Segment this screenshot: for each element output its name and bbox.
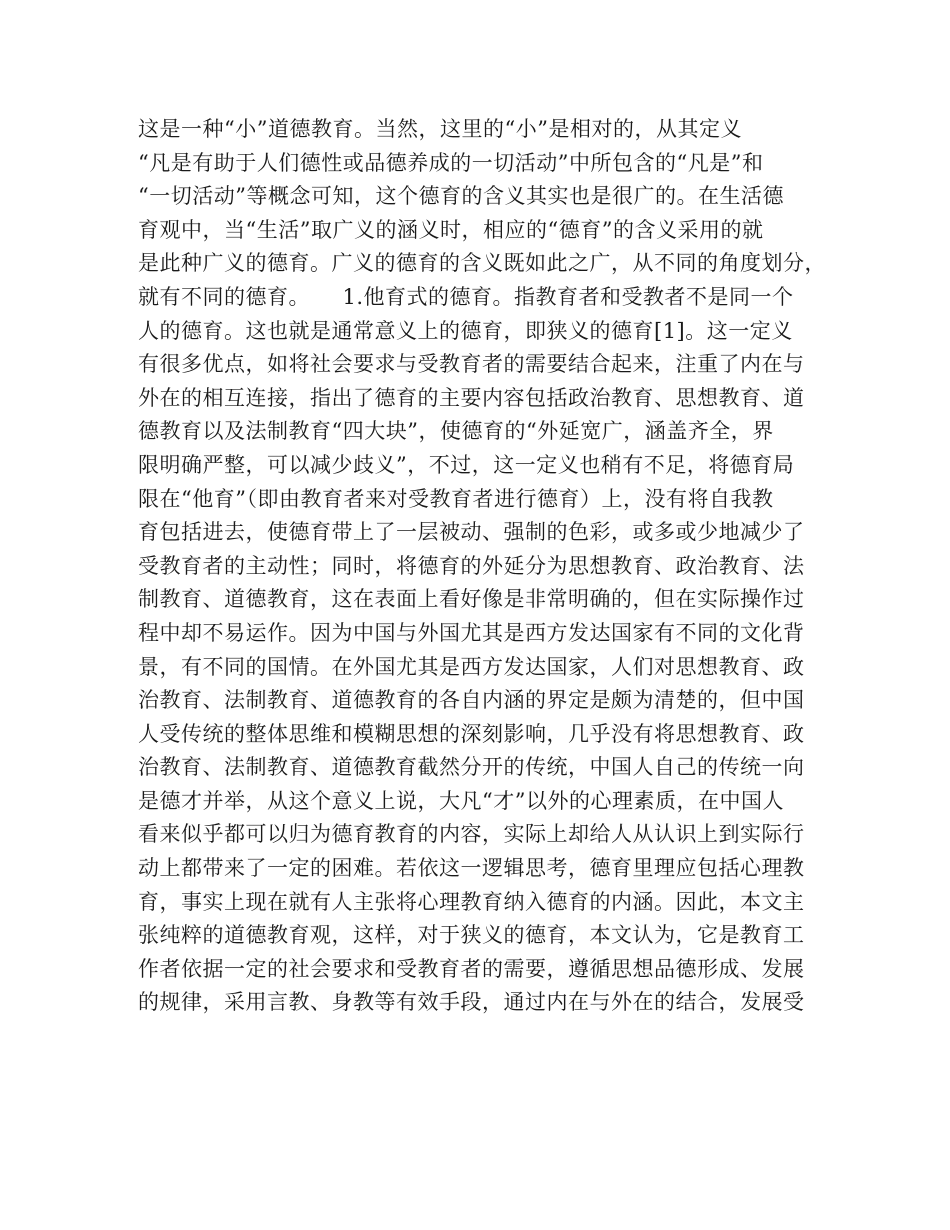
body-text xyxy=(138,113,828,1020)
text-line: 景，有不同的国情。在外国尤其是西方发达国家，人们对思想教育、政 xyxy=(138,654,805,679)
text-line: “一切活动”等概念可知，这个德育的含义其实也是很广的。在生活德 xyxy=(138,184,784,209)
text-line: 治教育、法制教育、道德教育的各自内涵的界定是颇为清楚的，但中国 xyxy=(138,688,805,713)
text-line: 看来似乎都可以归为德育教育的内容，实际上却给人从认识上到实际行 xyxy=(138,822,805,847)
text-line: 人的德育。这也就是通常意义上的德育，即狭义的德育[1]。这一定义 xyxy=(138,318,793,343)
text-line: 程中却不易运作。因为中国与外国尤其是西方发达国家有不同的文化背 xyxy=(138,620,805,645)
text-line: 限在“他育”（即由教育者来对受教育者进行德育）上，没有将自我教 xyxy=(138,486,774,511)
text-line: 是德才并举，从这个意义上说，大凡“才”以外的心理素质，在中国人 xyxy=(138,788,784,813)
text-line: 治教育、法制教育、道德教育截然分开的传统，中国人自己的传统一向 xyxy=(138,755,805,780)
text-line: 有很多优点，如将社会要求与受教育者的需要结合起来，注重了内在与 xyxy=(138,352,805,377)
text-line: 的规律，采用言教、身教等有效手段，通过内在与外在的结合，发展受 xyxy=(138,990,805,1015)
text-line: 是此种广义的德育。广义的德育的含义既如此之广，从不同的角度划分， xyxy=(138,251,826,276)
text-line: 人受传统的整体思维和模糊思想的深刻影响，几乎没有将思想教育、政 xyxy=(138,721,805,746)
text-line: 受教育者的主动性；同时，将德育的外延分为思想教育、政治教育、法 xyxy=(138,553,805,578)
text-line: 作者依据一定的社会要求和受教育者的需要，遵循思想品德形成、发展 xyxy=(138,956,805,981)
text-line: “凡是有助于人们德性或品德养成的一切活动”中所包含的“凡是”和 xyxy=(138,150,764,175)
text-line: 外在的相互连接，指出了德育的主要内容包括政治教育、思想教育、道 xyxy=(138,385,805,410)
text-line: 育，事实上现在就有人主张将心理教育纳入德育的内涵。因此，本文主 xyxy=(138,889,805,914)
text-line: 就有不同的德育。 1.他育式的德育。指教育者和受教者不是同一个 xyxy=(138,284,794,309)
text-line: 限明确严整，可以减少歧义”，不过，这一定义也稍有不足，将德育局 xyxy=(138,452,795,477)
text-line: 动上都带来了一定的困难。若依这一逻辑思考，德育里理应包括心理教 xyxy=(138,856,805,881)
text-line: 张纯粹的道德教育观，这样，对于狭义的德育，本文认为，它是教育工 xyxy=(138,923,805,948)
text-line: 育包括进去，使德育带上了一层被动、强制的色彩，或多或少地减少了 xyxy=(138,520,805,545)
text-line: 这是一种“小”道德教育。当然，这里的“小”是相对的，从其定义 xyxy=(138,117,742,141)
text-line: 德教育以及法制教育“四大块”，使德育的“外延宽广，涵盖齐全，界 xyxy=(138,419,774,444)
text-line: 制教育、道德教育，这在表面上看好像是非常明确的，但在实际操作过 xyxy=(138,587,805,612)
text-line: 育观中，当“生活”取广义的涵义时，相应的“德育”的含义采用的就 xyxy=(138,217,764,242)
